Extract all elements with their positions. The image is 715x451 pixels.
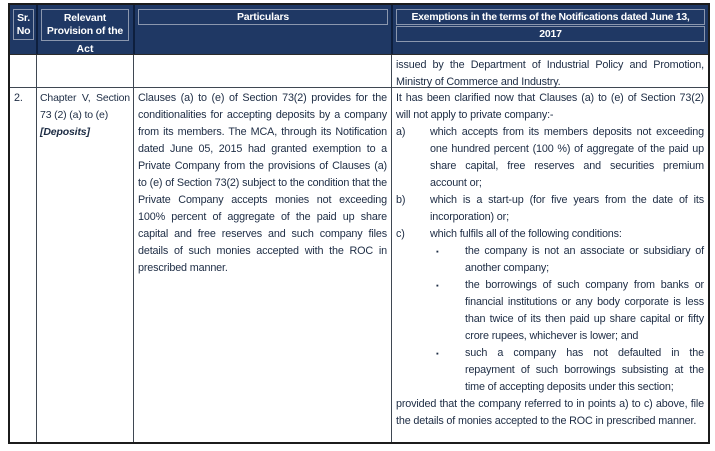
header-particulars-label: Particulars bbox=[236, 10, 290, 23]
sub-bullet-1-text: the company is not an associate or subsidiary of another company; bbox=[465, 245, 704, 274]
square-bullet-icon: ▪ bbox=[436, 281, 439, 290]
exemptions-intro: It has been clarified now that Clauses (a) to (e) of Section 73(2) will not apply to private company:- bbox=[396, 92, 704, 121]
header-column-divider bbox=[36, 5, 38, 54]
list-item-b bbox=[396, 192, 704, 226]
header-provision-line3: Act bbox=[76, 43, 94, 55]
cell-sr-no-empty bbox=[10, 55, 37, 87]
header-exemptions-line2: 2017 bbox=[539, 27, 562, 40]
list-item-c-text: which fulfils all of the following conditions: bbox=[430, 228, 622, 240]
header-column-divider bbox=[133, 5, 135, 54]
cell-exemptions bbox=[392, 88, 708, 442]
header-cell-sr-no bbox=[13, 9, 34, 40]
list-item-a-text: which accepts from its members deposits not exceeding one hundred percent (100 %) of aggregate of the paid up share capital, free reserves and securities premium account or; bbox=[430, 126, 704, 189]
sub-bullet-2-text: the borrowings of such company from banks or financial institutions or any body corporate is less than twice of its then paid up share capital or fifty crore rupees, whichever is lower; and bbox=[465, 279, 704, 342]
header-cell-provision bbox=[41, 9, 129, 41]
provision-tag: [Deposits] bbox=[40, 126, 90, 138]
list-item-a-label: a) bbox=[396, 126, 406, 138]
list-item-c-label: c) bbox=[396, 228, 405, 240]
square-bullet-icon: ▪ bbox=[436, 349, 439, 358]
list-item-b-text: which is a start-up (for five years from the date of its incorporation) or; bbox=[430, 194, 704, 223]
header-cell-particulars bbox=[138, 9, 388, 25]
table-row-2 bbox=[10, 88, 708, 442]
header-column-divider bbox=[391, 5, 393, 54]
exemptions-table bbox=[8, 3, 710, 444]
header-sr-line2: No bbox=[16, 24, 31, 37]
sub-bullet-item-2 bbox=[436, 277, 704, 345]
cell-particulars: Clauses (a) to (e) of Section 73(2) provides for the conditionalities for accepting deposits by a company from its members. The MCA, through its Notification dated June 05, 2015 had granted exemption to a Private Company from the provisions of Clauses (a) to (e) of Section 73(2) subject to the condition that the Private Company accepts monies not exceeding 100% percent of aggregate of the paid up share capital and free reserves and such company files details of such monies accepted with the ROC in prescribed manner. bbox=[134, 88, 392, 442]
header-provision-line2: Provision of the bbox=[46, 25, 124, 37]
exemptions-proviso: provided that the company referred to in points a) to c) above, file the details of monies accepted to the ROC in prescribed manner. bbox=[396, 398, 704, 427]
list-item-b-label: b) bbox=[396, 194, 406, 206]
cell-exemptions-continuation: issued by the Department of Industrial Policy and Promotion, Ministry of Commerce and Industry. bbox=[396, 59, 704, 87]
header-cell-exemptions-year bbox=[396, 26, 705, 42]
cell-sr-no: 2. bbox=[10, 88, 37, 442]
cell-provision bbox=[37, 88, 134, 442]
list-item-a bbox=[396, 124, 704, 192]
sub-bullet-3-text: such a company has not defaulted in the repayment of such borrowings subsisting at the time of accepting deposits under this section; bbox=[465, 347, 704, 393]
header-exemptions-line1: Exemptions in the terms of the Notifications dated June 13, bbox=[411, 10, 690, 23]
header-sr-line1: Sr. bbox=[17, 11, 30, 24]
header-provision-line1: Relevant bbox=[63, 12, 107, 24]
cell-particulars-empty bbox=[134, 55, 392, 87]
cell-provision-empty bbox=[37, 55, 134, 87]
list-item-c bbox=[396, 226, 704, 243]
square-bullet-icon: ▪ bbox=[436, 247, 439, 256]
sub-bullet-item-1 bbox=[436, 243, 704, 277]
table-row-continuation bbox=[10, 55, 708, 88]
sub-bullet-item-3 bbox=[436, 345, 704, 396]
provision-reference: Chapter V, Section 73 (2) (a) to (e) bbox=[40, 92, 130, 121]
header-cell-exemptions bbox=[396, 9, 705, 25]
table-header-row bbox=[10, 5, 708, 55]
